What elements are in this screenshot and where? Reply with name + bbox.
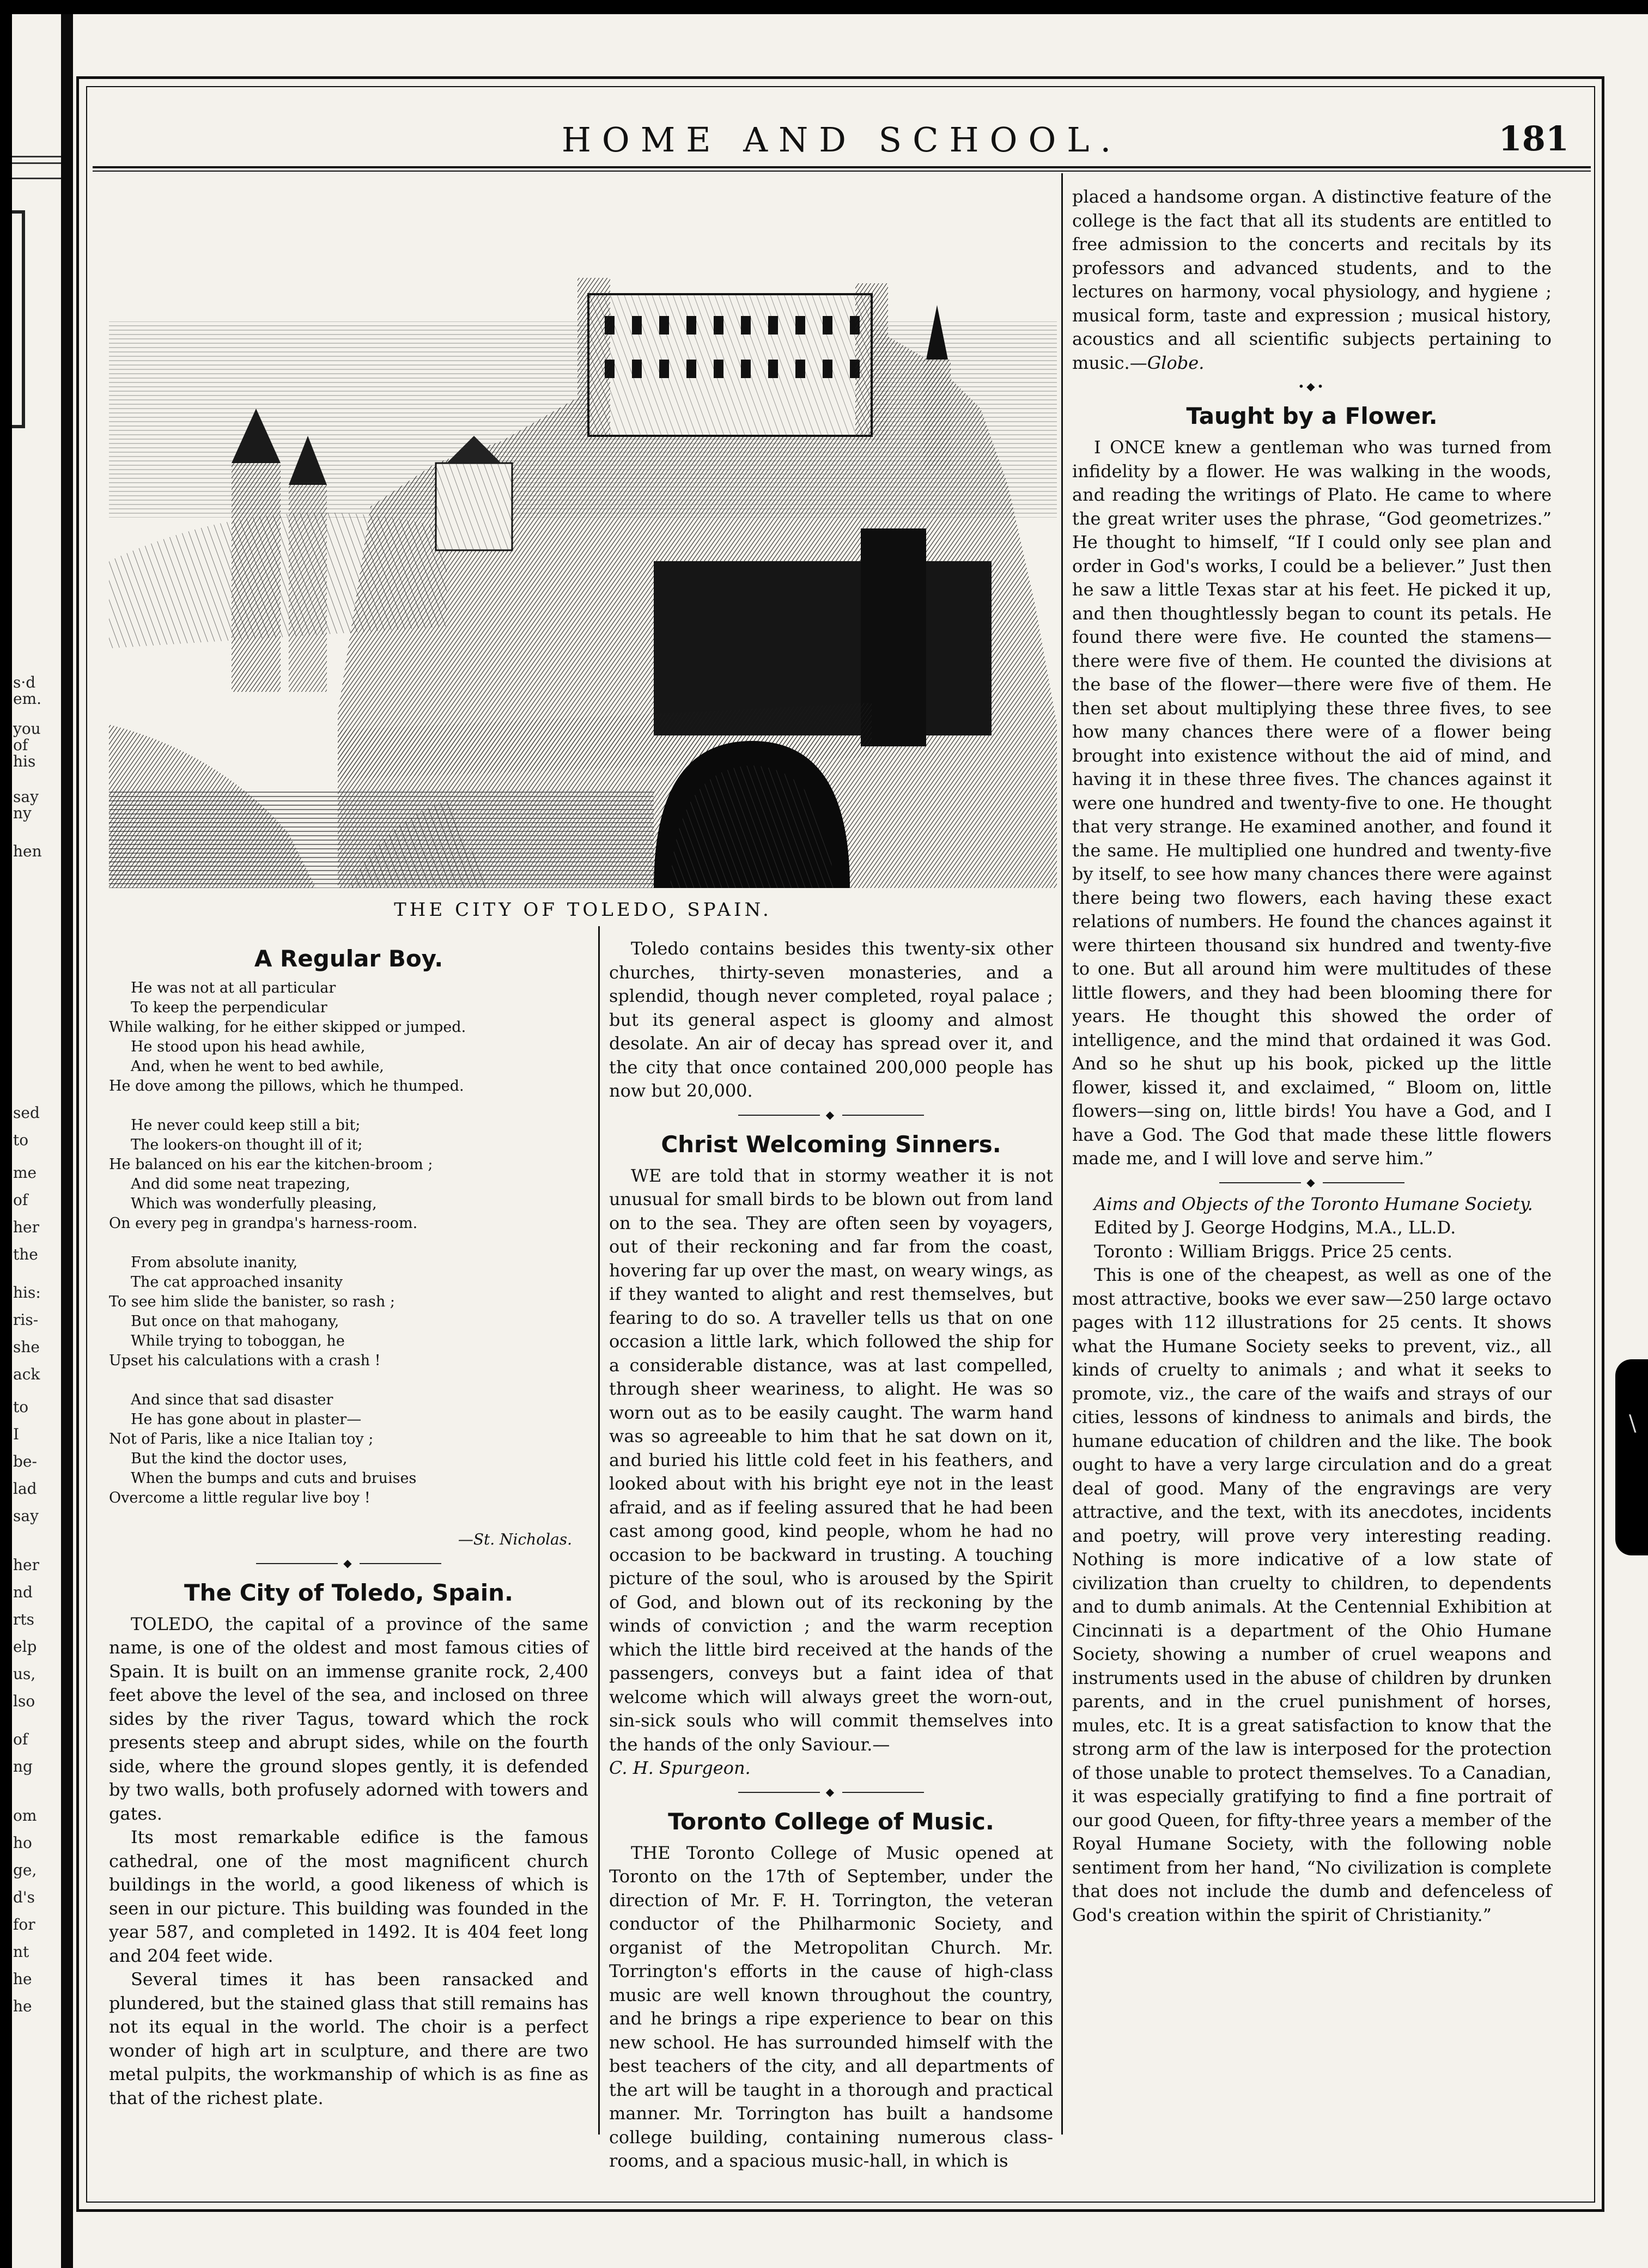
- christ-text: WE are told that in stormy weather it is not unusual for small birds to be blown out from land on to the sea. They are often seen by voyagers, out of their reckoning and far from the coast, hovering far up over the mast, on weary wings, as if they wanted to alight and rest themselves, but fearing to do so. A traveller tells us that on one occasion a little lark, which followed the ship for a considerable distance, was at last compelled, through sheer weariness, to alight. He was so worn out as to be easily caught. The warm hand was so agreeable to him that he sat down on it, and buried his little cold feet in his feathers, and looked about with his bright eye not in the least afraid, and as if feeling assured that he had been cast among good, kind people, whom he had no occasion to be backward in trusting. A touching picture of the soul, who is aroused by the Spirit of God, and blown out of its reckoning by the winds of conviction ; and the warm reception which the little bird received at the hands of the passengers, conveys but a faint idea of that welcome which will always greet the worn-out, sin-sick souls who will commit themselves into the hands of the only Saviour.—: [609, 1165, 1053, 1755]
- prev-page-text: his:: [13, 1284, 41, 1302]
- prev-page-text: s·d: [13, 673, 36, 691]
- prev-page-text: for: [13, 1916, 35, 1933]
- section-ornament: ◆: [609, 1106, 1053, 1123]
- column-3: [1072, 185, 1552, 1927]
- prev-page-text: ris-: [13, 1311, 39, 1329]
- prev-page-text: she: [13, 1338, 40, 1356]
- flower-paragraph: I ONCE knew a gentleman who was turned from infidelity by a flower. He was walking in the woods, and reading the writings of Plato. He came to where the great writer uses the phrase, “God geometrizes.” He thought to himself, “If I could only see plan and order in God's works, I could be a believer.” Just then he saw a little Texas star at his feet. He picked it up, and then thoughtlessly began to count its petals. He found there were five. He counted the stamens—there were five of them. He counted the divisions at the base of the flower—there were five of them. He then set about multiplying these three fives, to see how many chances there were of a flower being brought into existence without the aid of mind, and having it in these three fives. The chances against it were one hundred and twenty-five to one. He thought that very strange. He examined another, and found it the same. He multiplied one hundred and twenty-five by itself, to see how many chances there were against there being two flowers, each having these exact relations of numbers. He found the chances against it were thirteen thousand six hundred and twenty-five to one. But all around him were multitudes of these little flowers, and they had been blooming there for years. He thought this showed the order of intelligence, and the mind that ordained it was God. And so he shut up his book, picked up the little flower, kissed it, and exclaimed, “ Bloom on, little flowers—sing on, little birds! You have a God, and I have a God. The God that made these little flowers made me, and I will love and serve him.”: [1072, 437, 1552, 1169]
- header-rule: [93, 171, 1591, 172]
- prev-page-rule: [12, 162, 61, 164]
- toledo-engraving: [109, 180, 1057, 888]
- prev-page-text: of: [13, 1730, 28, 1748]
- prev-page-text: say: [13, 1507, 39, 1525]
- section-ornament: ◆: [609, 1784, 1053, 1800]
- poem-line: He stood upon his head awhile,: [131, 1038, 366, 1055]
- poem-line: He dove among the pillows, which he thumped.: [109, 1078, 464, 1095]
- poem-stanza: [109, 1253, 588, 1371]
- prev-page-text: he: [13, 1997, 32, 2015]
- prev-page-text: I: [13, 1425, 20, 1443]
- prev-page-text: sed: [13, 1104, 40, 1122]
- toledo-paragraph-2: Its most remarkable edifice is the famous cathedral, one of the most magnificent church buildings in the world, a good likeness of which is seen in our picture. This building was founded in the year 587, and completed in 1492. It is 404 feet long and 204 feet wide.: [109, 1827, 588, 1966]
- poem-stanza: [109, 1116, 588, 1233]
- poem-line: To see him slide the banister, so rash ;: [109, 1293, 395, 1310]
- poem-line: On every peg in grandpa's harness-room.: [109, 1215, 418, 1232]
- poem-line: He has gone about in plaster—: [131, 1411, 362, 1428]
- toledo-engraving-drawing: [109, 180, 1057, 888]
- poem-line: While walking, for he either skipped or jumped.: [109, 1019, 466, 1036]
- section-ornament: ◆: [1072, 1174, 1552, 1190]
- poem-line: While trying to toboggan, he: [131, 1333, 345, 1349]
- article-title-toronto: Toronto College of Music.: [668, 1808, 994, 1835]
- prev-page-text: lad: [13, 1480, 37, 1498]
- prev-page-text: elp: [13, 1638, 37, 1656]
- prev-page-text: lso: [13, 1692, 35, 1710]
- poem-line: Not of Paris, like a nice Italian toy ;: [109, 1431, 374, 1448]
- prev-page-text: nt: [13, 1943, 29, 1961]
- prev-page-text: hen: [13, 842, 42, 860]
- prev-page-rule: [12, 156, 61, 157]
- toledo-paragraph-1: TOLEDO, the capital of a province of the same name, is one of the oldest and most famous cities of Spain. It is built on an immense granite rock, 2,400 feet above the level of the sea, and inclosed on three sides by the river Tagus, toward which the rock presents steep and abrupt sides, while on the fourth side, where the ground slopes gently, it is defended by two walls, both profusely adorned with towers and gates.: [109, 1613, 588, 1824]
- page-header: [93, 104, 1591, 163]
- poem-stanza: [109, 978, 588, 1096]
- prev-page-text: em.: [13, 690, 42, 708]
- prev-page-text: me: [13, 1164, 37, 1182]
- toronto-cont-text: placed a handsome organ. A distinctive feature of the college is the fact that all its students are entitled to free admission to the concerts and recitals by its professors and advanced students, and to the lectures on harmony, vocal physiology, and hygiene ; musical form, taste and expression ; musical history, acoustics and all scientific subjects pertaining to music.—: [1072, 186, 1552, 373]
- prev-page-text: nd: [13, 1583, 33, 1601]
- poem-line: But once on that mahogany,: [131, 1313, 339, 1330]
- prev-page-text: the: [13, 1245, 38, 1263]
- prev-page-rule: [12, 178, 61, 179]
- prev-page-text: ng: [13, 1758, 33, 1776]
- article-title-toledo: The City of Toledo, Spain.: [184, 1579, 513, 1606]
- prev-page-text: us,: [13, 1665, 36, 1683]
- toledo-paragraph-3: Several times it has been ransacked and plundered, but the stained glass that still remains has not its equal in the world. The choir is a perfect wonder of high art in sculpture, and there are two metal pulpits, the workmanship of which is as fine as that of the richest plate.: [109, 1969, 588, 2108]
- tab-glyph: \: [1629, 1411, 1637, 1436]
- column-2: [609, 937, 1053, 2173]
- scan-edge-top: [0, 0, 1648, 14]
- prev-page-text: her: [13, 1556, 39, 1574]
- prev-page-text: ny: [13, 804, 32, 822]
- column-rule-middle: [598, 926, 600, 2135]
- prev-page-text: om: [13, 1807, 37, 1825]
- prev-page-text: he: [13, 1970, 32, 1988]
- poem-line: He was not at all particular: [131, 980, 336, 996]
- section-ornament: ◆: [109, 1555, 588, 1571]
- christ-signature: C. H. Spurgeon.: [609, 1758, 751, 1778]
- prev-page-text: to: [13, 1398, 29, 1416]
- header-rule: [93, 166, 1591, 168]
- prev-page-frame: [12, 210, 25, 428]
- toronto-continuation: [1072, 185, 1552, 375]
- christ-paragraph: [609, 1164, 1053, 1780]
- prev-page-text: d's: [13, 1888, 35, 1906]
- prev-page-text: you: [13, 720, 41, 738]
- prev-page-text: to: [13, 1131, 29, 1149]
- scan-edge-left: [0, 0, 12, 2268]
- column-1: [109, 937, 588, 2110]
- prev-page-text: be-: [13, 1452, 37, 1470]
- article-title-christ: Christ Welcoming Sinners.: [661, 1130, 1001, 1158]
- poem-line: To keep the perpendicular: [131, 999, 327, 1016]
- book-review-title: Aims and Objects of the Toronto Humane Society.: [1094, 1193, 1533, 1214]
- toledo-continuation: Toledo contains besides this twenty-six other churches, thirty-seven monasteries, and a splendid, though never completed, royal palace ; but its general aspect is gloomy and almost desolate. An air of decay has spread over it, and the city that once contained 200,000 people has now but 20,000.: [609, 938, 1053, 1101]
- section-ornament: •◆•: [1298, 380, 1326, 393]
- prev-page-text: his: [13, 752, 36, 770]
- toronto-signature: Globe.: [1147, 352, 1205, 373]
- poem-line: The lookers-on thought ill of it;: [131, 1136, 363, 1153]
- poem-line: He never could keep still a bit;: [131, 1117, 361, 1134]
- poem-title: A Regular Boy.: [254, 945, 443, 972]
- poem-line: And since that sad disaster: [131, 1391, 333, 1408]
- prev-page-text: of: [13, 1191, 28, 1209]
- scan-tab-mark: [1615, 1359, 1648, 1555]
- poem-line: Upset his calculations with a crash !: [109, 1352, 381, 1369]
- column-rule-right: [1061, 173, 1063, 2135]
- book-review-paragraph: This is one of the cheapest, as well as one of the most attractive, books we ever saw—250 large octavo pages with 112 illustrations for 25 cents. It shows what the Humane Society seeks to prevent, viz., all kinds of cruelty to animals ; and what it seeks to promote, viz., the care of the waifs and strays of our cities, lessons of kindness to animals and birds, the humane education of children and the like. The book ought to have a very large circulation and do a great deal of good. Many of the engravings are very attractive, and the text, with its anecdotes, incidents and poetry, will prove very interesting reading. Nothing is more indicative of a low state of civilization than cruelty to children, to dependents and to dumb animals. At the Centennial Exhibition at Cincinnati is a department of the Ohio Humane Society, showing a number of cruel weapons and instruments used in the abuse of children by drunken parents, and in the cruel punishment of horses, mules, etc. It is a great satisfaction to know that the strong arm of the law is interposed for the protection of those unable to protect themselves. To a Canadian, it was especially gratifying to find a fine portrait of our good Queen, for fifty-three years a member of the Royal Humane Society, with the following noble sentiment from her hand, “No civilization is complete that does not include the dumb and defenceless of God's creation within the spirit of Christianity.”: [1072, 1264, 1552, 1925]
- poem-line: Overcome a little regular live boy !: [109, 1489, 370, 1506]
- page-spine: [61, 14, 73, 2268]
- poem-a-regular-boy: [109, 978, 588, 1508]
- poem-line: From absolute inanity,: [131, 1254, 298, 1271]
- prev-page-text: ho: [13, 1834, 32, 1852]
- prev-page-text: rts: [13, 1610, 35, 1628]
- page-number: 181: [1498, 119, 1569, 159]
- running-title: HOME AND SCHOOL.: [561, 120, 1122, 160]
- poem-line: He balanced on his ear the kitchen-broom ;: [109, 1156, 433, 1173]
- poem-line: But the kind the doctor uses,: [131, 1450, 348, 1467]
- poem-attribution: —St. Nicholas.: [458, 1530, 572, 1548]
- poem-line: When the bumps and cuts and bruises: [131, 1470, 417, 1487]
- poem-line: And, when he went to bed awhile,: [131, 1058, 384, 1075]
- prev-page-text: ge,: [13, 1861, 37, 1879]
- book-review-publisher: Toronto : William Briggs. Price 25 cents.: [1094, 1241, 1453, 1262]
- book-review-editor: Edited by J. George Hodgins, M.A., LL.D.: [1094, 1217, 1456, 1238]
- prev-page-text: ack: [13, 1365, 40, 1383]
- prev-page-text: of: [13, 736, 28, 754]
- prev-page-text: say: [13, 788, 39, 806]
- article-title-flower: Taught by a Flower.: [1186, 403, 1438, 429]
- toronto-paragraph: THE Toronto College of Music opened at Toronto on the 17th of September, under the direction of Mr. F. H. Torrington, the veteran conductor of the Philharmonic Society, and organist of the Metropolitan Church. Mr. Torrington's efforts in the cause of high-class music are well known throughout the country, and he brings a ripe experience to bear on this new school. He has surrounded himself with the best teachers of the city, and all departments of the art will be taught in a thorough and practical manner. Mr. Torrington has built a handsome college building, containing numerous class-rooms, and a spacious music-hall, in which is: [609, 1842, 1053, 2171]
- prev-page-text: her: [13, 1218, 39, 1236]
- previous-page-fragment: [12, 14, 61, 2268]
- poem-stanza: [109, 1390, 588, 1508]
- poem-line: The cat approached insanity: [131, 1274, 343, 1291]
- illustration-caption: THE CITY OF TOLEDO, SPAIN.: [394, 899, 772, 921]
- poem-line: Which was wonderfully pleasing,: [131, 1195, 377, 1212]
- poem-line: And did some neat trapezing,: [131, 1176, 350, 1193]
